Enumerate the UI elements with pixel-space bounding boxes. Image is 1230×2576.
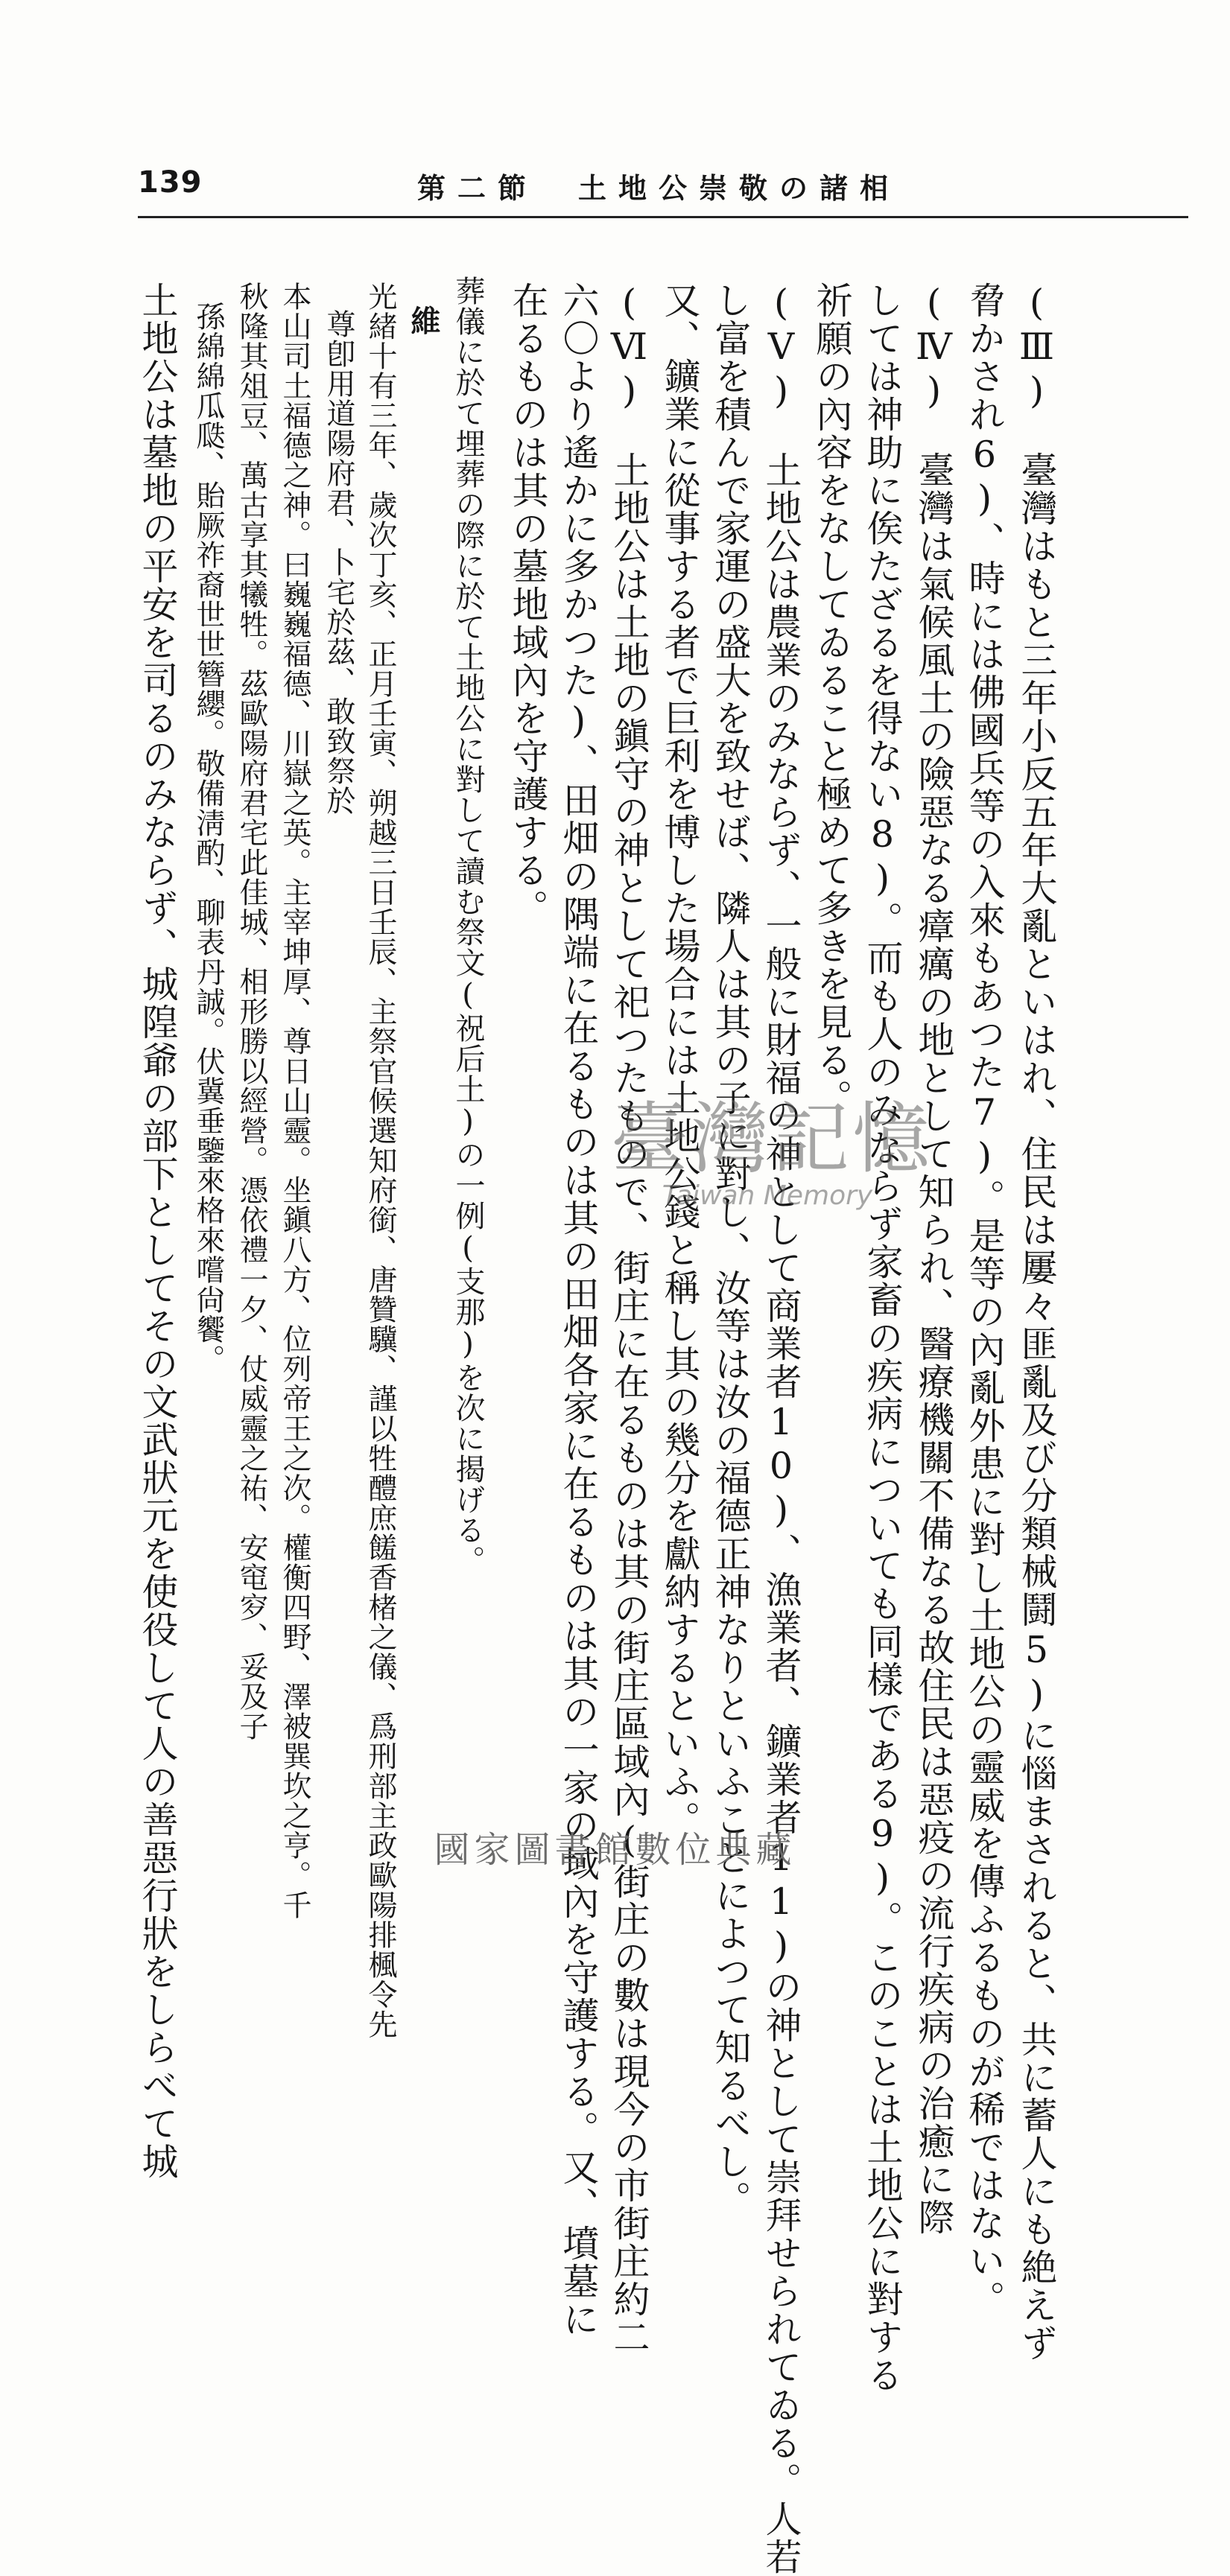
prayer-heading: 維 (406, 305, 441, 335)
header-rule (138, 216, 1188, 218)
paragraph-v-line-1: (Ⅴ) 土地公は農業のみならず、一般に財福の神として商業者10)、漁業者、鑛業者11)の神として崇拜せられてゐる。人若 (760, 282, 802, 2576)
prayer-text-line-4: 秋隆其俎豆、萬古享其犧牲。茲歐陽府君宅此佳城、相形勝以經營。憑依禮一夕、仗威靈之祐、安窀穸、妥及子 (235, 282, 268, 1741)
paragraph-iv-line-1: (Ⅳ) 臺灣は氣候風土の險惡なる瘴癘の地として知られ、醫療機關不備なる故住民は惡疫の流行疾病の治癒に際 (913, 282, 955, 2236)
paragraph-iv-line-3: 祈願の內容をなしてゐること極めて多きを見る。 (811, 282, 853, 1117)
page-number: 139 (138, 165, 203, 200)
footer-credit: 國家圖書館數位典藏 (434, 1829, 796, 1871)
paragraph-v-line-3: 又、鑛業に從事する者で巨利を博した場合には土地公錢と稱し其の幾分を獻納するといふ。 (659, 282, 701, 1839)
prayer-intro-line: 葬儀に於て埋葬の際に於て土地公に對して讀む祭文(祝后土)の一例(支那)を次に揭げる。 (451, 276, 485, 1576)
paragraph-v-line-2: し富を積んで家運の盛大を致せば、隣人は其の子に對し、汝等は汝の福德正神なりといふことによつて知るべし。 (709, 282, 752, 2219)
paragraph-iii-line-2: 脅かされ6)、時には佛國兵等の入來もあつた7)。是等の內亂外患に對し土地公の靈威を傳ふるものが稀ではない。 (963, 282, 1006, 2318)
paragraph-iv-line-2: しては神助に俟たざるを得ない8)。而も人のみならず家畜の疾病についても同樣である9)。このことは土地公に對する (861, 282, 904, 2394)
watermark-cn-text: 臺灣記憶 (611, 1093, 933, 1184)
paragraph-iii-line-1: (Ⅲ) 臺灣はもと三年小反五年大亂といはれ、住民は屢々匪亂及び分類械鬪5)に惱まされると、共に蓄人にも絶えず (1015, 282, 1058, 2362)
prayer-text-line-2: 尊卽用道陽府君、卜宅於茲、敢致祭於 (322, 309, 355, 815)
paragraph-vi-line-1: (Ⅵ) 土地公は土地の鎭守の神として祀つたもので、街庄に在るものは其の街庄區域內(街庄の數は現今の市街庄約二 (608, 282, 650, 2356)
prayer-text-line-1: 光緒十有三年、歲次丁亥、正月壬寅、朔越三日壬辰、主祭官候選知府銜、唐贊驥、謹以牲醴庶饈香楮之儀、爲刑部主政歐陽排楓令先 (364, 282, 397, 2039)
closing-paragraph-line: 土地公は墓地の平安を司るのみならず、城隍爺の部下としてその文武狀元を使役して人の善惡行狀をしらべて城 (136, 282, 179, 2181)
running-head: 第二節 土地公崇敬の諸相 (417, 171, 901, 205)
watermark-en-text: Taiwan Memory (662, 1180, 873, 1211)
prayer-text-line-5: 孫綿綿瓜瓞、貽厥祚裔世世簪纓。敬備淸酌、聊表丹誠。伏冀垂鑒來格來嚐尙饗。 (191, 302, 225, 1374)
prayer-text-line-3: 本山司土福德之神。曰巍巍福德、川嶽之英。主宰坤厚、尊日山靈。坐鎭八方、位列帝王之次。權衡四野、澤被巽坎之亨。千 (278, 282, 311, 1920)
paragraph-vi-line-2: 六〇より遙かに多かつた)、田畑の隅端に在るものは其の田畑各家に在るものは其の一家の域內を守護する。又、墳墓に (557, 282, 600, 2338)
paragraph-vi-line-3: 在るものは其の墓地域內を守護する。 (507, 282, 549, 927)
